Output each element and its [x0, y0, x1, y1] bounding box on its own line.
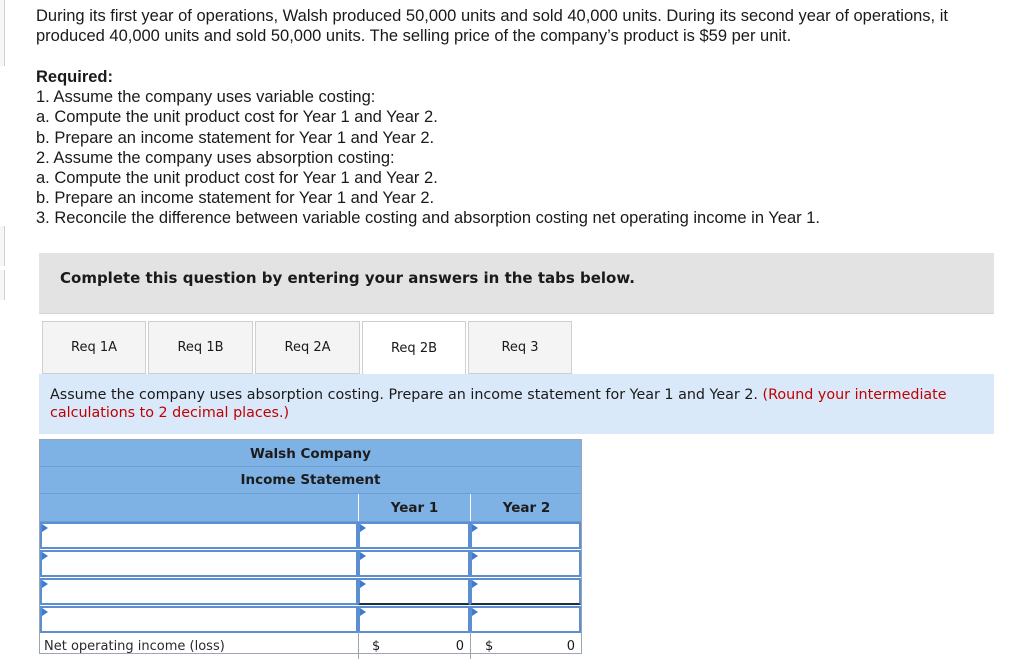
tab-label: Req 2B — [390, 341, 438, 356]
year2-input[interactable] — [470, 606, 581, 633]
left-panel-edge — [0, 226, 5, 266]
year1-net-value: 0 — [455, 639, 464, 654]
required-line: a. Compute the unit product cost for Year 1 and Year 2. — [36, 169, 438, 188]
dropdown-arrow-icon — [42, 580, 48, 588]
net-operating-income-label: Net operating income (loss) — [44, 639, 225, 654]
required-line: 3. Reconcile the difference between variable costing and absorption costing net operating income in Year 1. — [36, 209, 820, 228]
year2-input[interactable] — [470, 550, 581, 577]
dropdown-arrow-icon — [42, 552, 48, 560]
required-line: b. Prepare an income statement for Year 1 and Year 2. — [36, 189, 435, 208]
tab-label: Req 2A — [284, 340, 331, 355]
column-divider — [470, 632, 471, 659]
tab-req-2a[interactable] — [255, 321, 360, 374]
year2-input[interactable] — [470, 578, 581, 605]
table-row — [40, 606, 581, 633]
dropdown-arrow-icon — [472, 524, 478, 532]
year1-input[interactable] — [358, 550, 470, 577]
tab-req-1a[interactable] — [42, 321, 146, 374]
column-divider — [358, 632, 359, 659]
row-label-dropdown[interactable] — [40, 578, 358, 605]
left-panel-edge — [0, 0, 5, 66]
table-row — [40, 550, 581, 577]
dropdown-arrow-icon — [472, 552, 478, 560]
tab-label: Req 1A — [71, 340, 117, 355]
statement-title: Income Statement — [40, 467, 581, 494]
dropdown-arrow-icon — [472, 608, 478, 616]
row-label-dropdown[interactable] — [40, 550, 358, 577]
dropdown-arrow-icon — [42, 524, 48, 532]
dropdown-arrow-icon — [360, 524, 366, 532]
required-line: 2. Assume the company uses absorption costing: — [36, 148, 395, 167]
dropdown-arrow-icon — [42, 608, 48, 616]
tab-req-1b[interactable] — [148, 321, 253, 374]
tab-label: Req 1B — [177, 340, 224, 355]
row-label-dropdown[interactable] — [40, 606, 358, 633]
tab-label: Req 3 — [501, 340, 539, 355]
rounding-note: (Round your intermediate calculations to 2 decimal places.) — [50, 387, 947, 421]
table-row — [40, 522, 581, 549]
required-line: a. Compute the unit product cost for Year 1 and Year 2. — [36, 108, 438, 127]
required-heading: Required: — [36, 68, 114, 86]
income-statement-table — [39, 439, 582, 654]
dropdown-arrow-icon — [360, 608, 366, 616]
year1-input[interactable] — [358, 522, 470, 549]
instructions-text: Assume the company uses absorption costing. Prepare an income statement for Year 1 and Year 2. — [50, 387, 758, 403]
dropdown-arrow-icon — [360, 552, 366, 560]
complete-question-text: Complete this question by entering your answers in the tabs below. — [60, 269, 635, 287]
column-header-row — [40, 494, 581, 522]
company-name: Walsh Company — [40, 440, 581, 467]
row-label-dropdown[interactable] — [40, 522, 358, 549]
year2-net-value: 0 — [566, 639, 575, 654]
net-operating-income-row — [40, 632, 581, 659]
year2-input[interactable] — [470, 522, 581, 549]
dropdown-arrow-icon — [360, 580, 366, 588]
tab-req-2b[interactable] — [362, 321, 466, 375]
year1-currency: $ — [372, 639, 381, 654]
table-row — [40, 578, 581, 605]
dropdown-arrow-icon — [472, 580, 478, 588]
year1-input[interactable] — [358, 606, 470, 633]
problem-intro: During its first year of operations, Walsh produced 50,000 units and sold 40,000 units. During its second year of operations, it produced 40,000 units and sold 50,000 units. The selling price of the company’s product is $59 per unit. — [36, 7, 948, 45]
left-panel-edge — [0, 270, 5, 300]
required-line: b. Prepare an income statement for Year 1 and Year 2. — [36, 128, 435, 147]
column-header-year1: Year 1 — [358, 494, 470, 521]
column-header-year2: Year 2 — [470, 494, 582, 521]
year2-currency: $ — [485, 639, 494, 654]
year1-input[interactable] — [358, 578, 470, 605]
complete-question-banner — [39, 253, 994, 314]
instructions-panel — [39, 374, 994, 434]
tab-req-3[interactable] — [468, 321, 572, 374]
required-line: 1. Assume the company uses variable costing: — [36, 88, 376, 107]
required-section — [36, 67, 820, 229]
